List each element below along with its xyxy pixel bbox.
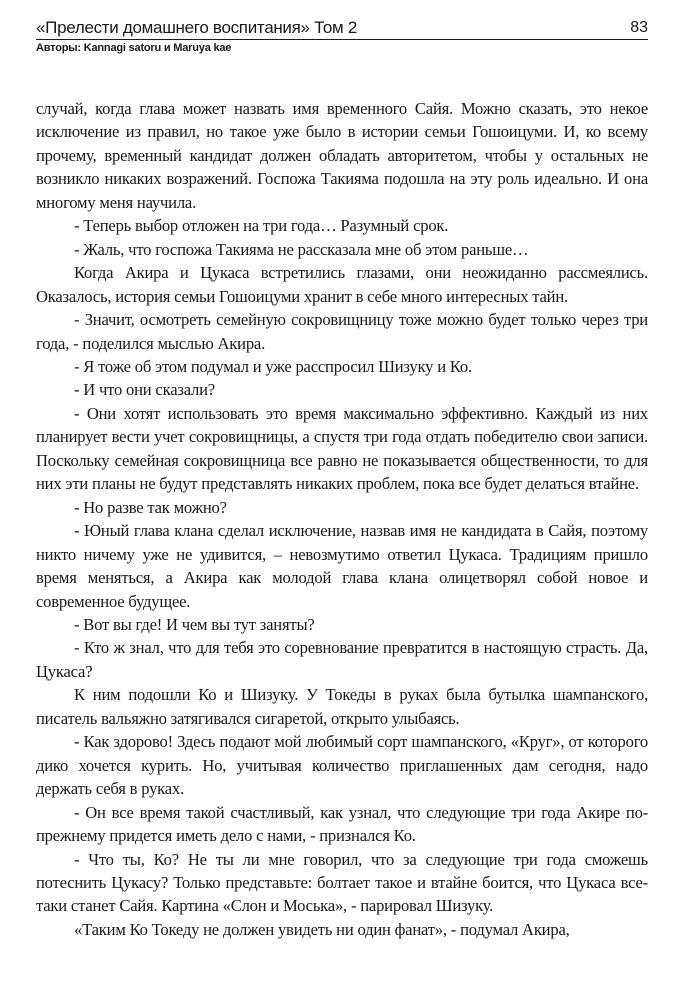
paragraph: К ним подошли Ко и Шизуку. У Токеды в руках была бутылка шампанского, писатель вальяжно затягивался сигаретой, открыто улыбаясь. (36, 685, 648, 728)
paragraph: - Теперь выбор отложен на три года… Разумный срок. (74, 216, 449, 236)
paragraph: - Жаль, что госпожа Такияма не рассказала мне об этом раньше… (74, 239, 529, 259)
paragraph: случай, когда глава может назвать имя временного Сайя. Можно сказать, это некое исключение из правил, но такое уже было в истории семьи Гошоицуми. И, ко всему прочему, временный кандидат должен обладать авторитетом, чтобы у остальных не возникло никаких возражений. Госпожа Такияма подошла на эту роль идеально. И она многому меня научила. (36, 99, 648, 212)
paragraph: - Но разве так можно? (74, 497, 227, 517)
paragraph: - Кто ж знал, что для тебя это соревнование превратится в настоящую страсть. Да, Цукаса? (36, 638, 648, 681)
paragraph: «Таким Ко Токеду не должен увидеть ни один фанат», - подумал Акира, (74, 919, 570, 939)
paragraph: - Как здорово! Здесь подают мой любимый сорт шампанского, «Круг», от которого дико хочется курить. Но, учитывая количество приглашенных дам сегодня, надо держать себя в руках. (36, 732, 648, 799)
paragraph: - Значит, осмотреть семейную сокровищницу тоже можно будет только через три года, - поделился мыслью Акира. (36, 310, 648, 353)
paragraph: - Что ты, Ко? Не ты ли мне говорил, что за следующие три года сможешь потеснить Цукасу? Только представьте: болтает такое и втайне боится, что Цукаса все-таки станет Сайя. Картина «Слон и Моська», - парировал Шизуку. (36, 849, 648, 916)
page-number: 83 (630, 19, 648, 36)
paragraph: Когда Акира и Цукаса встретились глазами, они неожиданно рассмеялись. Оказалось, история семьи Гошоицуми хранит в себе много интересных тайн. (36, 263, 648, 306)
paragraph: - Они хотят использовать это время максимально эффективно. Каждый из них планирует вести учет сокровищницы, а спустя три года отдать победителю свои записи. Поскольку семейная сокровищница все равно не показывается общественности, то для них эти планы не будут представлять никаких проблем, пока все будет делаться втайне. (36, 403, 648, 494)
paragraph: - И что они сказали? (74, 380, 215, 400)
paragraph: - Вот вы где! И чем вы тут заняты? (74, 614, 315, 634)
page-header (36, 18, 648, 55)
text-body (36, 97, 648, 941)
paragraph: - Юный глава клана сделал исключение, назвав имя не кандидата в Сайя, поэтому никто ничему уже не удивится, – невозмутимо ответил Цукаса. Традициям пришло время меняться, а Акира как молодой глава клана олицетворял собой новое и современное будущее. (36, 521, 648, 611)
book-title: «Прелести домашнего воспитания» Том 2 (36, 18, 357, 37)
authors-line: Авторы: Kannagi satoru и Maruya kae (36, 42, 232, 54)
header-title-row (36, 18, 648, 40)
paragraph: - Он все время такой счастливый, как узнал, что следующие три года Акире по-прежнему придется иметь дело с нами, - признался Ко. (36, 802, 648, 846)
paragraph: - Я тоже об этом подумал и уже расспросил Шизуку и Ко. (74, 356, 472, 376)
